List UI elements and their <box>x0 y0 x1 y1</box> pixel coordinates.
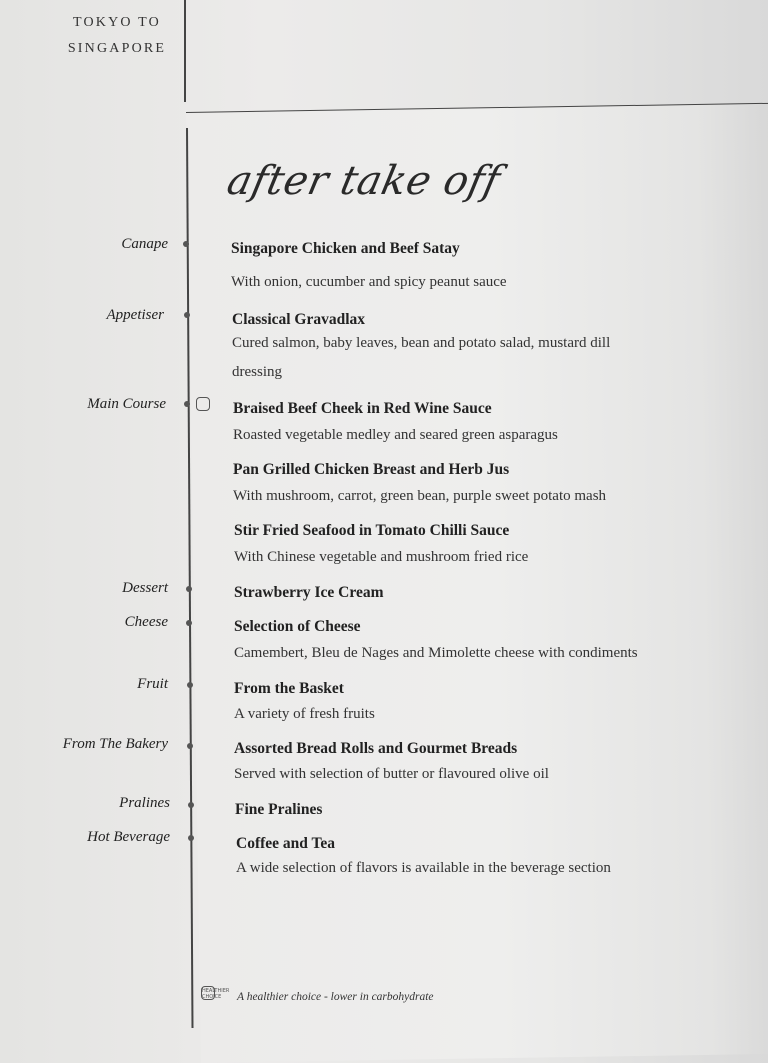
header-divider <box>184 0 186 102</box>
timeline-dot <box>184 401 190 407</box>
dish-name: Coffee and Tea <box>236 835 336 852</box>
timeline-dot <box>187 743 193 749</box>
timeline-dot <box>186 620 192 626</box>
timeline-dot <box>183 241 189 247</box>
dish-name: Stir Fried Seafood in Tomato Chilli Sauce <box>234 522 510 539</box>
category-hot-beverage: Hot Beverage <box>87 829 170 845</box>
dish-description: A variety of fresh fruits <box>234 706 375 722</box>
dish-name: Braised Beef Cheek in Red Wine Sauce <box>233 400 492 417</box>
timeline-dot <box>186 586 192 592</box>
category-canape: Canape <box>121 236 168 252</box>
category-pralines: Pralines <box>119 795 170 811</box>
dish-name: Assorted Bread Rolls and Gourmet Breads <box>234 740 518 757</box>
dish-description: Camembert, Bleu de Nages and Mimolette cheese with condiments <box>234 645 638 661</box>
dish-description: Served with selection of butter or flavoured olive oil <box>234 766 549 782</box>
category-bakery: From The Bakery <box>62 736 168 752</box>
route-label <box>62 10 172 62</box>
dish-name: Singapore Chicken and Beef Satay <box>231 240 460 257</box>
footnote-text: A healthier choice - lower in carbohydrate <box>237 991 434 1003</box>
dish-name: Strawberry Ice Cream <box>234 584 384 601</box>
timeline-dot <box>184 312 190 318</box>
dish-name: Classical Gravadlax <box>232 311 366 328</box>
dish-name: From the Basket <box>234 680 344 697</box>
section-title: after take off <box>223 158 505 204</box>
dish-description: A wide selection of flavors is available in the beverage section <box>236 860 611 876</box>
timeline-dot <box>188 835 194 841</box>
route-origin: TOKYO TO <box>73 15 161 30</box>
dish-name: Selection of Cheese <box>234 618 361 635</box>
dish-name: Fine Pralines <box>235 801 323 818</box>
category-cheese: Cheese <box>124 614 168 630</box>
dish-description: Roasted vegetable medley and seared green asparagus <box>233 427 558 443</box>
healthier-choice-icon <box>196 397 210 411</box>
dish-description: With mushroom, carrot, green bean, purple sweet potato mash <box>233 488 607 504</box>
category-main-course: Main Course <box>87 396 166 412</box>
route-destination: SINGAPORE <box>67 41 167 56</box>
category-dessert: Dessert <box>122 580 168 596</box>
dish-name: Pan Grilled Chicken Breast and Herb Jus <box>233 461 510 478</box>
timeline-dot <box>187 682 193 688</box>
timeline-dot <box>188 802 194 808</box>
category-appetiser: Appetiser <box>106 307 164 323</box>
healthier-choice-icon: HEALTHIER CHOICE <box>202 988 230 1000</box>
dish-description: Cured salmon, baby leaves, bean and potato salad, mustard dill dressing <box>232 335 611 380</box>
dish-description: With Chinese vegetable and mushroom fried rice <box>234 549 529 565</box>
category-fruit: Fruit <box>137 676 168 692</box>
dish-description: With onion, cucumber and spicy peanut sauce <box>231 274 507 290</box>
